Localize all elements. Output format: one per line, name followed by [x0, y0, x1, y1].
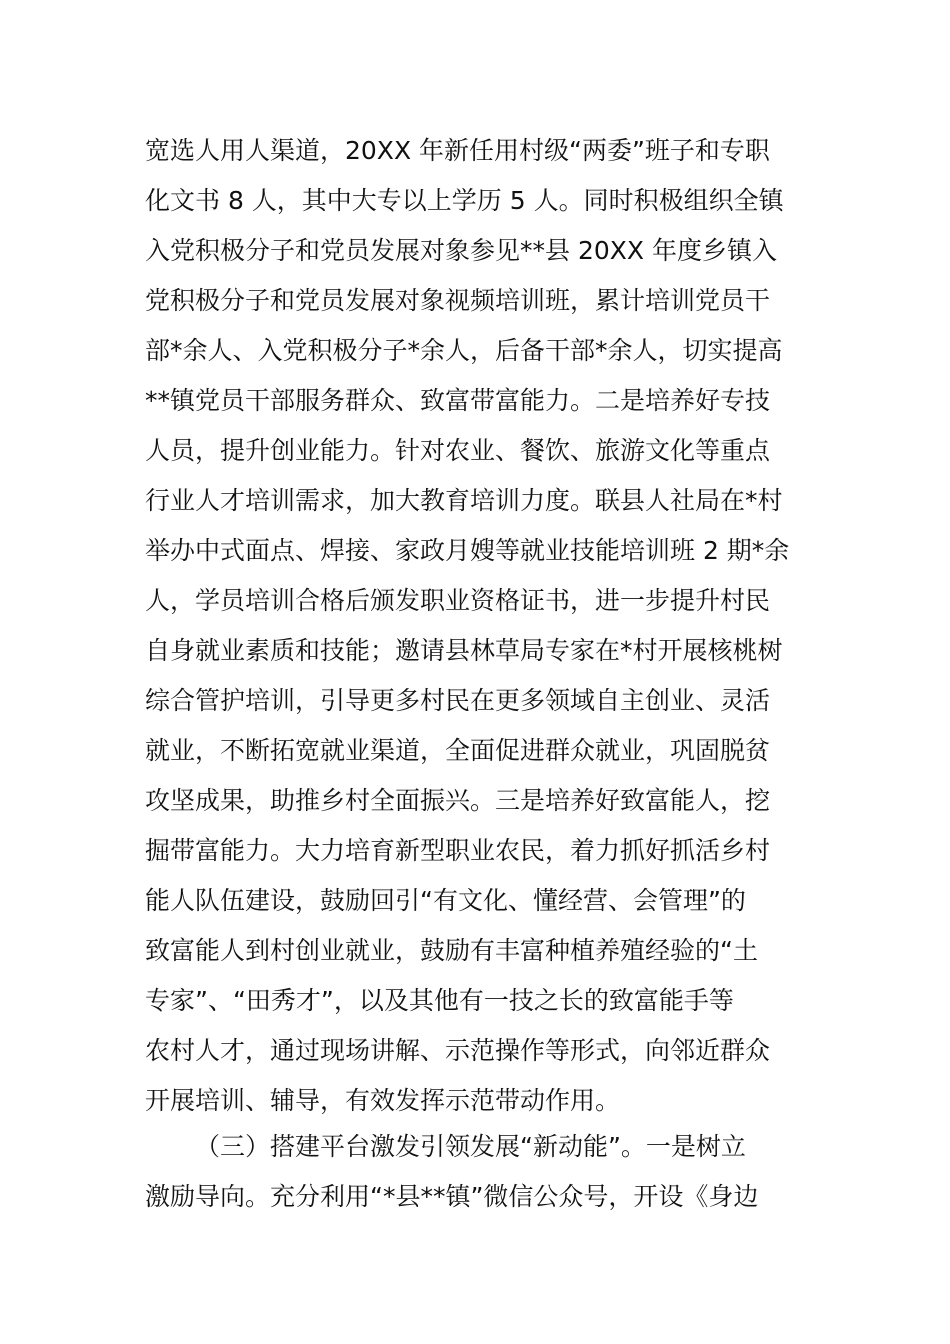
paragraph-2 [145, 1122, 810, 1222]
text-line: 开展培训、辅导，有效发挥示范带动作用。 [145, 1086, 621, 1115]
text-line: 就业，不断拓宽就业渠道，全面促进群众就业，巩固脱贫 [145, 736, 771, 765]
text-line: 人员，提升创业能力。针对农业、餐饮、旅游文化等重点 [145, 436, 771, 465]
text-line: 致富能人到村创业就业，鼓励有丰富种植养殖经验的“土 [145, 936, 758, 965]
text-line: 行业人才培训需求，加大教育培训力度。联县人社局在*村 [145, 486, 783, 515]
text-line: 能人队伍建设，鼓励回引“有文化、懂经营、会管理”的 [145, 886, 746, 915]
text-line: 人，学员培训合格后颁发职业资格证书，进一步提升村民 [145, 586, 771, 615]
text-line: 宽选人用人渠道，20XX 年新任用村级“两委”班子和专职 [145, 136, 770, 165]
text-line: 党积极分子和党员发展对象视频培训班，累计培训党员干 [145, 286, 771, 315]
paragraph-1 [145, 126, 810, 1126]
section-heading-line: （三）搭建平台激发引领发展“新动能”。一是树立 [195, 1132, 746, 1161]
text-line: 举办中式面点、焊接、家政月嫂等就业技能培训班 2 期*余 [145, 536, 790, 565]
text-line: 入党积极分子和党员发展对象参见**县 20XX 年度乡镇入 [145, 236, 777, 265]
text-line: 专家”、“田秀才”，以及其他有一技之长的致富能手等 [145, 986, 734, 1015]
text-line: 化文书 8 人，其中大专以上学历 5 人。同时积极组织全镇 [145, 186, 784, 215]
text-line: 农村人才，通过现场讲解、示范操作等形式，向邻近群众 [145, 1036, 771, 1065]
text-line: 掘带富能力。大力培育新型职业农民，着力抓好抓活乡村 [145, 836, 771, 865]
text-line: 攻坚成果，助推乡村全面振兴。三是培养好致富能人，挖 [145, 786, 771, 815]
text-line: 激励导向。充分利用“*县**镇”微信公众号，开设《身边 [145, 1182, 759, 1211]
text-line: 综合管护培训，引导更多村民在更多领域自主创业、灵活 [145, 686, 771, 715]
text-line: **镇党员干部服务群众、致富带富能力。二是培养好专技 [145, 386, 771, 415]
text-line: 自身就业素质和技能；邀请县林草局专家在*村开展核桃树 [145, 636, 783, 665]
text-line: 部*余人、入党积极分子*余人，后备干部*余人，切实提高 [145, 336, 783, 365]
